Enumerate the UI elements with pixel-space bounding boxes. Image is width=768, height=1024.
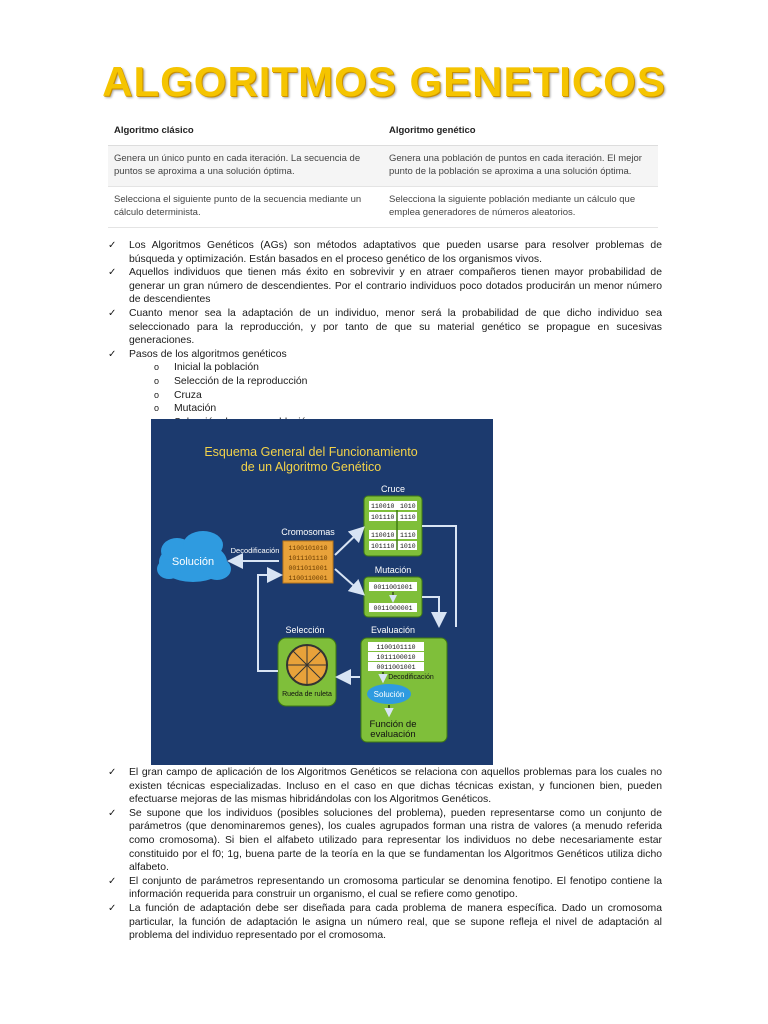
cruce-bits: 1110 xyxy=(400,532,416,539)
list-item-text: Aquellos individuos que tienen más éxito en sobrevivir y en atraer compañeros tienen mayor probabilidad de generar un gran número de descendientes. Por el contrario individuos poco dotados producirán un menor número de descendientes xyxy=(129,267,662,306)
chromosome-bits: 1011101110 xyxy=(288,555,328,562)
table-cell: Genera un único punto en cada iteración. La secuencia de puntos se aproxima a una solución óptima. xyxy=(108,146,383,187)
list-item xyxy=(108,348,662,362)
rueda-label: Rueda de ruleta xyxy=(282,691,332,698)
table-row xyxy=(108,146,658,187)
comparison-table xyxy=(108,118,658,228)
list-item-text: El conjunto de parámetros representando un cromosoma particular se denomina fenotipo. El fenotipo contiene la información requerida para construir un organismo, el cual se refiere como genotipo. xyxy=(129,875,662,901)
cruce-bits: 1010 xyxy=(400,503,416,510)
check-icon: ✓ xyxy=(108,767,117,778)
table-header: Algoritmo clásico xyxy=(108,118,383,146)
list-item-text: La función de adaptación debe ser diseñada para cada problema de manera específica. Dado un cromosoma particular, la función de adaptación le asigna un número real, que se supone refleja el nivel de adaptación al problema del individuo representado por el cromosoma. xyxy=(129,902,662,942)
cruce-bits: 110010 xyxy=(371,503,395,510)
chromosome-bits: 0011011001 xyxy=(288,565,328,572)
decodificacion-label: Decodificación xyxy=(230,546,280,555)
eval-solucion-label: Solución xyxy=(373,690,405,699)
step-text: Cruza xyxy=(174,389,202,401)
cruce-bits: 101110 xyxy=(371,514,395,521)
check-icon: ✓ xyxy=(108,307,117,319)
eval-bits: 1100101110 xyxy=(376,644,416,651)
diagram-title-line2: de un Algoritmo Genético xyxy=(240,460,382,474)
check-icon: ✓ xyxy=(108,348,117,360)
step-text: Selección de la reproducción xyxy=(174,375,308,387)
genetic-algorithm-diagram xyxy=(151,419,493,765)
cromosomas-label: Cromosomas xyxy=(281,527,335,537)
list-item-text: El gran campo de aplicación de los Algoritmos Genéticos se relaciona con aquellos problemas para los cuales no existen técnicas especializadas. Incluso en el caso en que dichas técnicas existan, y funcionen bien, pueden efectuarse mejoras de las mismas hibridándolas con los Algoritmos Genéticos. xyxy=(129,767,662,806)
evaluacion-label: Evaluación xyxy=(370,625,416,635)
list-item-text: Los Algoritmos Genéticos (AGs) son métodos adaptativos que pueden usarse para resolver problemas de búsqueda y optimización. Están basados en el proceso genético de los organismos vivos. xyxy=(129,240,662,265)
step-item xyxy=(108,389,662,403)
check-icon: ✓ xyxy=(108,240,117,251)
check-icon: ✓ xyxy=(108,267,117,279)
list-item xyxy=(108,239,662,266)
list-item-text: Cuanto menor sea la adaptación de un individuo, menor será la probabilidad de que dicho individuo sea seleccionado para la reproducción, y por tanto de que su material genético se propague en sucesivas generaciones. xyxy=(129,307,662,347)
circle-bullet-icon: o xyxy=(154,403,160,414)
cruce-bits: 1010 xyxy=(400,543,416,550)
mutacion-bits: 0011001001 xyxy=(373,584,413,591)
circle-bullet-icon: o xyxy=(154,389,160,400)
check-icon: ✓ xyxy=(108,875,117,887)
list-item-text: Pasos de los algoritmos genéticos xyxy=(129,348,287,360)
bullet-list-top xyxy=(108,239,662,443)
circle-bullet-icon: o xyxy=(154,362,160,373)
diagram-title-line1: Esquema General del Funcionamiento xyxy=(204,445,418,459)
seleccion-label: Selección xyxy=(285,625,325,635)
list-item xyxy=(108,902,662,943)
eval-decodificacion-label: Decodificación xyxy=(388,674,434,681)
eval-bits: 0011001001 xyxy=(376,664,416,671)
check-icon: ✓ xyxy=(108,807,117,819)
chromosome-bits: 1100110001 xyxy=(288,575,328,582)
check-icon: ✓ xyxy=(108,902,117,914)
eval-bits: 1011100010 xyxy=(376,654,416,661)
page-title: ALGORITMOS GENETICOS xyxy=(102,58,666,105)
step-item xyxy=(108,361,662,375)
step-text: Inicial la población xyxy=(174,362,259,374)
step-item xyxy=(108,375,662,389)
funcion-label-line1: Función de xyxy=(369,719,417,730)
bullet-list-bottom xyxy=(108,766,662,943)
table-cell: Genera una población de puntos en cada iteración. El mejor punto de la población se aproxima a una solución óptima. xyxy=(383,146,658,187)
step-item xyxy=(108,402,662,416)
table-header: Algoritmo genético xyxy=(383,118,658,146)
cruce-bits: 101110 xyxy=(371,543,395,550)
cruce-label: Cruce xyxy=(380,484,406,494)
table-row xyxy=(108,187,658,228)
list-item xyxy=(108,307,662,348)
list-item-text: Se supone que los individuos (posibles soluciones del problema), pueden representarse como un conjunto de parámetros (que denominaremos genes), los cuales agrupados forman una ristra de valores (a menudo referida como cromosoma). Si bien el alfabeto utilizado para representar los individuos no debe necesariamente estar constituido por el f0; 1g, buena parte de la teoría en la que se fundamentan los Algoritmos Genéticos utiliza dicho alfabeto. xyxy=(129,807,662,874)
list-item xyxy=(108,266,662,307)
cruce-bits: 110010 xyxy=(371,532,395,539)
table-cell: Selecciona el siguiente punto de la secuencia mediante un cálculo determinista. xyxy=(108,187,383,228)
circle-bullet-icon: o xyxy=(154,375,160,386)
chromosome-bits: 1100101010 xyxy=(288,545,328,552)
step-text: Mutación xyxy=(174,403,217,415)
cruce-bits: 1110 xyxy=(400,514,416,521)
mutacion-label: Mutación xyxy=(374,565,412,575)
table-header-row xyxy=(108,118,658,146)
mutacion-bits: 0011000001 xyxy=(373,605,413,612)
list-item xyxy=(108,807,662,875)
roulette-wheel-icon xyxy=(287,645,327,685)
list-item xyxy=(108,766,662,807)
cloud-label: Solución xyxy=(171,556,215,568)
funcion-label-line2: evaluación xyxy=(370,729,416,740)
list-item xyxy=(108,875,662,902)
table-cell: Selecciona la siguiente población mediante un cálculo que emplea generadores de números aleatorios. xyxy=(383,187,658,228)
